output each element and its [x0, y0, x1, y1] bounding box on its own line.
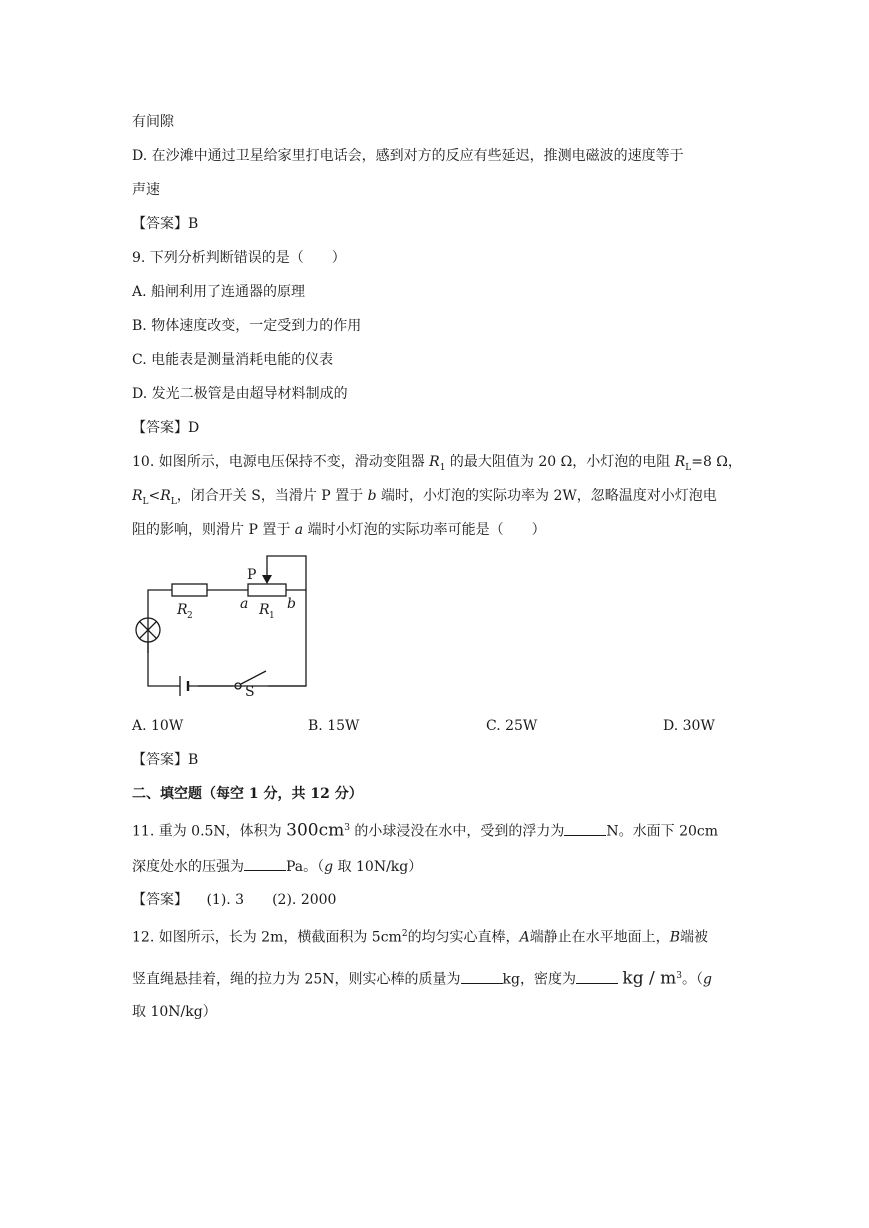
answer-blank[interactable] — [244, 856, 286, 871]
q11-text: 11. 重为 0.5N，体积为 — [132, 823, 282, 840]
q10-option-d: D. 30W — [663, 718, 715, 734]
q12-text: 竖直绳悬挂着，绳的拉力为 25N，则实心棒的质量为 — [132, 971, 461, 988]
q11-answer — [132, 890, 336, 910]
q9-stem: 9. 下列分析判断错误的是（ ） — [132, 250, 346, 266]
q10-option-c: C. 25W — [486, 718, 538, 734]
var-sub: 1 — [439, 462, 446, 473]
q9-option-d: D. 发光二极管是由超导材料制成的 — [132, 386, 348, 402]
var-a: a — [294, 522, 304, 538]
label-r1: R — [259, 602, 270, 618]
q11-text: 取 10N/kg） — [337, 859, 423, 875]
answer-blank[interactable] — [576, 969, 618, 984]
q8-answer: 【答案】B — [132, 216, 199, 232]
q12-text: 端静止在水平地面上， — [529, 929, 670, 946]
circuit-diagram — [128, 548, 318, 698]
var-sub: L — [685, 462, 692, 473]
q12-text: 。（ — [682, 971, 703, 988]
q10-answer: 【答案】B — [132, 752, 199, 768]
q10-options — [132, 716, 752, 736]
var-r: R — [160, 488, 171, 504]
label-s: S — [245, 684, 255, 698]
q11-text: 的小球浸没在水中，受到的浮力为 — [354, 823, 565, 840]
q12-text: 12. 如图所示，长为 2m，横截面积为 5cm — [132, 929, 402, 946]
slider-arrow-icon — [262, 575, 272, 584]
q11-text: Pa。（ — [286, 859, 325, 875]
q11-stem-line1 — [132, 818, 718, 842]
var-a-end: A — [519, 929, 530, 946]
resistor-r1 — [248, 584, 286, 596]
answer-label: 【答案】 — [132, 892, 188, 908]
q10-text: 的最大阻值为 20 Ω，小灯泡的电阻 — [449, 454, 671, 470]
wire — [148, 590, 172, 653]
var-r: R — [674, 454, 686, 470]
q10-text: 端时小灯泡的实际功率可能是（ ） — [307, 522, 546, 538]
label-r1-sub: 1 — [269, 611, 275, 621]
label-b: b — [287, 596, 296, 612]
q10-text: 阻的影响，则滑片 P 置于 — [132, 522, 291, 538]
q9-option-c: C. 电能表是测量消耗电能的仪表 — [132, 352, 334, 368]
switch-blade — [241, 671, 266, 684]
q10-stem-line3 — [132, 520, 546, 540]
q10-text: =8 Ω， — [691, 454, 742, 470]
var-g: g — [703, 971, 712, 988]
label-r2: R — [177, 602, 188, 618]
q12-stem-line2 — [132, 966, 712, 990]
answer-blank[interactable] — [461, 969, 503, 984]
q9-option-a: A. 船闸利用了连通器的原理 — [132, 284, 306, 300]
q10-text: 端时，小灯泡的实际功率为 2W，忽略温度对小灯泡电 — [381, 488, 717, 504]
var-r: R — [132, 488, 143, 504]
var-b-end: B — [669, 929, 680, 946]
label-p: P — [247, 567, 257, 583]
var-b: b — [367, 488, 377, 504]
var-r: R — [429, 454, 440, 470]
density-unit: kg / m — [622, 968, 677, 989]
q12-stem-line3: 取 10N/kg） — [132, 1004, 217, 1020]
q11-stem-line2 — [132, 856, 422, 877]
q8-option-c-tail: 有间隙 — [132, 114, 174, 130]
q10-stem-line2 — [132, 486, 717, 512]
q12-text: kg，密度为 — [502, 971, 576, 988]
answer-values: (1). 3 (2). 2000 — [206, 892, 337, 908]
label-r2-sub: 2 — [187, 611, 193, 621]
q12-text: 端被 — [679, 929, 708, 946]
q11-text: N。水面下 20cm — [606, 823, 719, 840]
q11-text: 深度处水的压强为 — [132, 859, 244, 875]
var-sub: L — [170, 496, 177, 507]
var-sub: L — [142, 496, 149, 507]
area-exponent: 2 — [401, 929, 408, 939]
lt-sign: < — [148, 488, 161, 504]
q10-text: 10. 如图所示，电源电压保持不变，滑动变阻器 — [132, 454, 425, 470]
density-unit-exponent: 3 — [676, 971, 682, 981]
q8-option-d-line2: 声速 — [132, 182, 160, 198]
wire — [148, 642, 180, 686]
volume-value: 300cm — [286, 820, 345, 841]
volume-exponent: 3 — [344, 823, 350, 833]
q12-text: 的均匀实心直棒， — [407, 929, 520, 946]
q12-stem-line1 — [132, 924, 708, 948]
q10-text: ，闭合开关 S，当滑片 P 置于 — [176, 488, 364, 504]
answer-blank[interactable] — [564, 821, 606, 836]
var-g: g — [324, 859, 334, 875]
q8-option-d-line1: D. 在沙滩中通过卫星给家里打电话会，感到对方的反应有些延迟，推测电磁波的速度等于 — [132, 148, 684, 164]
q10-stem-line1 — [132, 452, 742, 478]
section-heading: 二、填空题（每空 1 分，共 12 分） — [132, 786, 363, 802]
resistor-r2 — [172, 584, 207, 596]
label-a: a — [240, 596, 249, 612]
q10-option-b: B. 15W — [308, 718, 360, 734]
q9-answer: 【答案】D — [132, 420, 200, 436]
q10-option-a: A. 10W — [132, 718, 184, 734]
q9-option-b: B. 物体速度改变，一定受到力的作用 — [132, 318, 362, 334]
